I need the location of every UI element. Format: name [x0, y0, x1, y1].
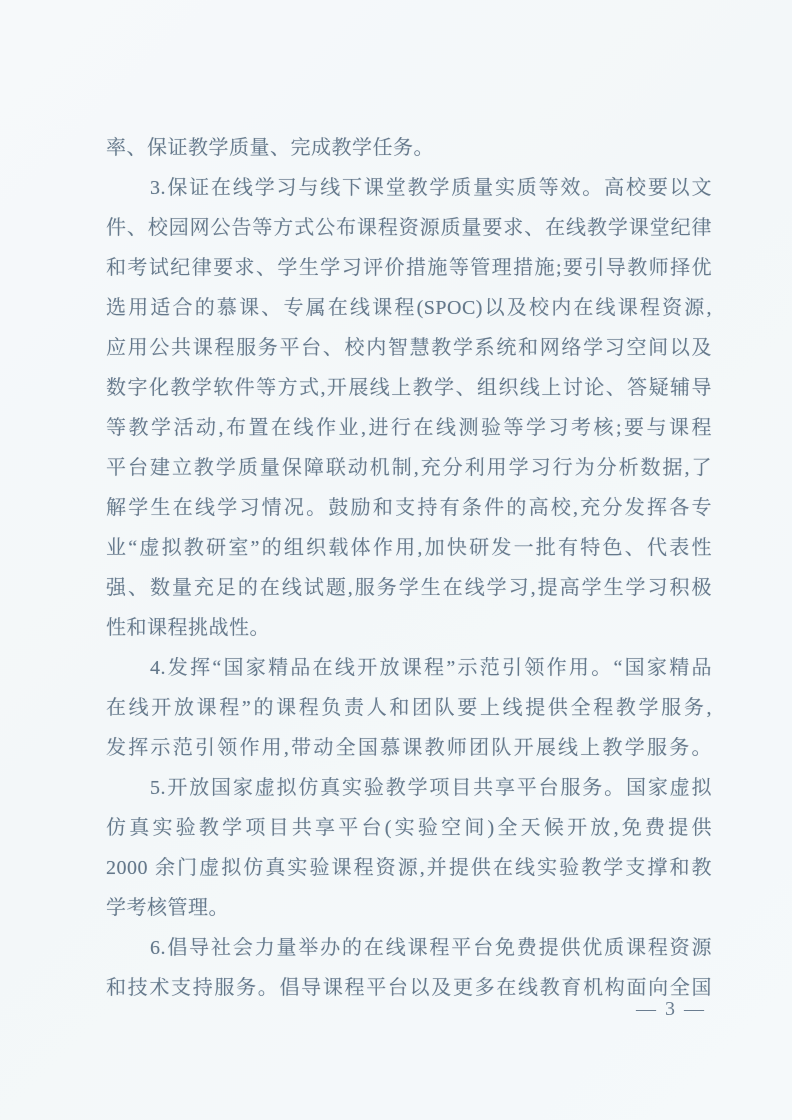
text-line: 件、校园网公告等方式公布课程资源质量要求、在线教学课堂纪律: [106, 217, 712, 239]
text-line: 等教学活动,布置在线作业,进行在线测验等学习考核;要与课程: [106, 417, 712, 439]
text-line: 发挥示范引领作用,带动全国慕课教师团队开展线上教学服务。: [106, 737, 712, 759]
text-line: 在线开放课程”的课程负责人和团队要上线提供全程教学服务,: [106, 697, 712, 719]
text-line: 选用适合的慕课、专属在线课程(SPOC)以及校内在线课程资源,: [106, 297, 712, 319]
text-line: 业“虚拟教研室”的组织载体作用,加快研发一批有特色、代表性: [106, 537, 712, 559]
text-line: 性和课程挑战性。: [106, 617, 270, 639]
text-line: 2000 余门虚拟仿真实验课程资源,并提供在线实验教学支撑和教: [106, 857, 712, 879]
text-line: 数字化教学软件等方式,开展线上教学、组织线上讨论、答疑辅导: [106, 377, 712, 399]
text-line: 解学生在线学习情况。鼓励和支持有条件的高校,充分发挥各专: [106, 497, 712, 519]
text-line: 6.倡导社会力量举办的在线课程平台免费提供优质课程资源: [150, 937, 712, 959]
text-line: 4.发挥“国家精品在线开放课程”示范引领作用。“国家精品: [150, 657, 712, 679]
page-number: — 3 —: [636, 998, 706, 1020]
text-line: 5.开放国家虚拟仿真实验教学项目共享平台服务。国家虚拟: [150, 777, 712, 799]
text-line: 学考核管理。: [106, 897, 229, 919]
text-line: 和考试纪律要求、学生学习评价措施等管理措施;要引导教师择优: [106, 257, 712, 279]
text-line: 3.保证在线学习与线下课堂教学质量实质等效。高校要以文: [150, 177, 712, 199]
text-line: 应用公共课程服务平台、校内智慧教学系统和网络学习空间以及: [106, 337, 712, 359]
text-line: 平台建立教学质量保障联动机制,充分利用学习行为分析数据,了: [106, 457, 712, 479]
text-line: 率、保证教学质量、完成教学任务。: [106, 137, 434, 159]
text-line: 仿真实验教学项目共享平台(实验空间)全天候开放,免费提供: [106, 817, 712, 839]
text-line: 强、数量充足的在线试题,服务学生在线学习,提高学生学习积极: [106, 577, 712, 599]
text-line: 和技术支持服务。倡导课程平台以及更多在线教育机构面向全国: [106, 977, 712, 999]
document-text-block: [106, 128, 712, 1008]
